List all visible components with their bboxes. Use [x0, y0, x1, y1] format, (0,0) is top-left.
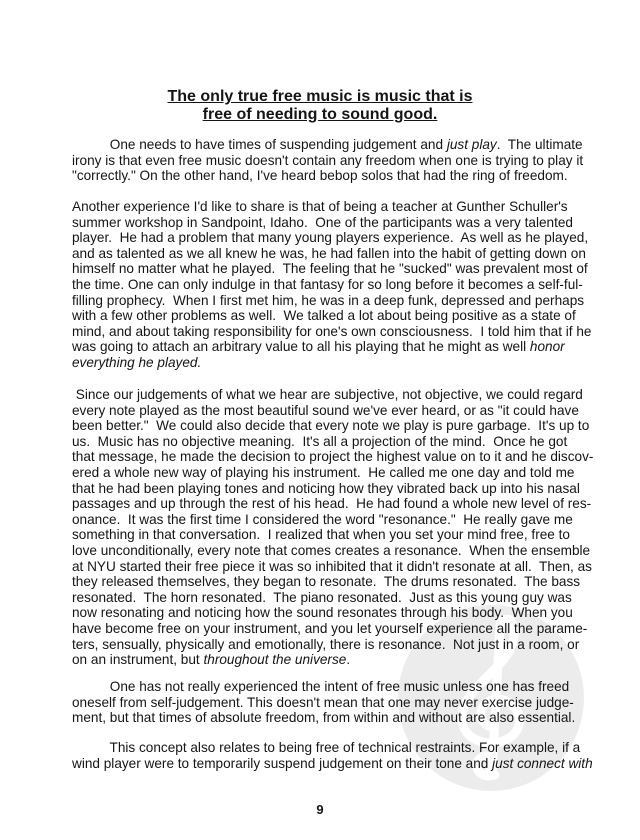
text-line — [72, 637, 632, 653]
text-line — [72, 710, 632, 726]
text-segment: One needs to have times of suspending judgement and — [72, 137, 447, 152]
text-line — [72, 293, 632, 309]
text-segment: on an instrument, but — [72, 652, 204, 668]
text-line — [72, 355, 632, 371]
text-line — [72, 481, 632, 497]
text-segment: something in that conversation. I realized that when you set your mind free, free to — [72, 527, 570, 543]
text-line — [72, 652, 632, 668]
text-segment: at NYU started their free piece it was so inhibited that it didn't resonate at all. Then, as — [72, 558, 592, 574]
text-line — [72, 465, 632, 481]
text-line — [72, 679, 632, 695]
text-line — [72, 621, 632, 637]
page-title — [0, 88, 640, 124]
text-line — [72, 543, 632, 559]
paragraph-2 — [72, 199, 632, 371]
text-segment: irony is that even free music doesn't contain any freedom when one is trying to play it — [72, 152, 584, 168]
text-line — [72, 153, 632, 169]
text-segment: mind, and about taking responsibility for one's own consciousness. I told him that if he — [72, 323, 592, 339]
text-segment: summer workshop in Sandpoint, Idaho. One of the participants was a very talented — [72, 214, 573, 230]
italic-text: just play — [446, 137, 497, 152]
text-segment: ment, but that times of absolute freedom, from within and without are also essential. — [72, 710, 576, 726]
text-segment: that he had been playing tones and noticing how they vibrated back up into his nasal — [72, 480, 580, 496]
page-number: 9 — [316, 802, 324, 817]
text-segment: have become free on your instrument, and you let yourself experience all the parame- — [72, 620, 588, 636]
text-segment: himself no matter what he played. The feeling that he "sucked" was prevalent most of — [72, 261, 588, 277]
paragraph-3 — [72, 387, 632, 668]
text-segment: player. He had a problem that many young players experience. As well as he played, — [72, 230, 589, 246]
text-segment: oneself from self-judgement. This doesn't mean that one may never exercise judge- — [72, 694, 574, 710]
text-segment: filling prophecy. When I first met him, he was in a deep funk, depressed and perhaps — [72, 292, 585, 308]
text-segment: Another experience I'd like to share is that of being a teacher at Gunther Schuller's — [72, 199, 568, 214]
text-line — [72, 168, 632, 184]
text-line — [72, 418, 632, 434]
text-segment: love unconditionally, every note that comes creates a resonance. When the ensemble — [72, 542, 591, 558]
text-line — [72, 559, 632, 575]
italic-text: honor — [529, 339, 565, 355]
text-line — [72, 740, 632, 756]
text-line — [72, 403, 632, 419]
text-segment: every note played as the most beautiful sound we've ever heard, or as "it could have — [72, 402, 579, 418]
text-line — [72, 215, 632, 231]
text-line — [72, 324, 632, 340]
text-line — [72, 308, 632, 324]
text-line — [72, 387, 632, 403]
text-segment: that message, he made the decision to project the highest value on to it and he discov- — [72, 449, 594, 465]
text-line — [72, 756, 632, 772]
text-segment: and as talented as we all knew he was, he had fallen into the habit of getting down on — [72, 245, 586, 261]
text-segment: This concept also relates to being free of technical restraints. For example, if a — [72, 740, 581, 755]
text-line — [72, 137, 632, 153]
text-segment: was going to attach an arbitrary value to all his playing that he might as well — [72, 339, 530, 355]
title-line-1: The only true free music is music that is — [167, 88, 473, 105]
text-line — [72, 277, 632, 293]
text-segment: with a few other problems as well. We talked a lot about being positive as a state of — [72, 308, 576, 324]
text-line — [72, 590, 632, 606]
paragraph-1 — [72, 137, 632, 184]
italic-text: throughout the universe — [203, 652, 347, 668]
text-segment: onance. It was the first time I considered the word "resonance." He really gave me — [72, 511, 573, 527]
text-segment: been better." We could also decide that every note we play is pure garbage. It's up to — [72, 418, 590, 434]
text-segment: resonated. The horn resonated. The piano resonated. Just as this young guy was — [72, 589, 572, 605]
text-segment: "correctly." On the other hand, I've heard bebop solos that had the ring of freedom. — [72, 168, 568, 184]
paragraph-5 — [72, 740, 632, 771]
text-line — [72, 449, 632, 465]
text-line — [72, 199, 632, 215]
text-segment: us. Music has no objective meaning. It's all a projection of the mind. Once he got — [72, 433, 568, 449]
text-segment: now resonating and noticing how the sound resonates through his body. When you — [72, 605, 573, 621]
text-segment: . The ultimate — [496, 137, 583, 152]
text-segment: wind player were to temporarily suspend judgement on their tone and — [72, 755, 493, 771]
text-line — [72, 230, 632, 246]
text-segment: Since our judgements of what we hear are subjective, not objective, we could regard — [72, 387, 583, 402]
text-segment: they released themselves, they began to resonate. The drums resonated. The bass — [72, 574, 581, 590]
text-line — [72, 339, 632, 355]
text-segment: passages and up through the rest of his head. He had found a whole new level of res- — [72, 496, 592, 512]
text-line — [72, 261, 632, 277]
text-line — [72, 246, 632, 262]
text-line — [72, 512, 632, 528]
italic-text: everything he played. — [72, 354, 202, 370]
text-segment: ters, sensually, physically and emotionally, there is resonance. Not just in a room, or — [72, 636, 580, 652]
text-segment: One has not really experienced the intent of free music unless one has freed — [72, 679, 570, 694]
text-segment: ered a whole new way of playing his instrument. He called me one day and told me — [72, 464, 575, 480]
italic-text: just connect with — [492, 755, 593, 771]
text-segment: the time. One can only indulge in that fantasy for so long before it becomes a self-ful- — [72, 276, 583, 292]
paragraph-4 — [72, 679, 632, 726]
text-segment: . — [346, 652, 351, 668]
text-line — [72, 496, 632, 512]
text-line — [72, 574, 632, 590]
title-line-2: free of needing to sound good. — [202, 106, 438, 123]
text-line — [72, 527, 632, 543]
text-line — [72, 605, 632, 621]
text-line — [72, 695, 632, 711]
text-line — [72, 434, 632, 450]
